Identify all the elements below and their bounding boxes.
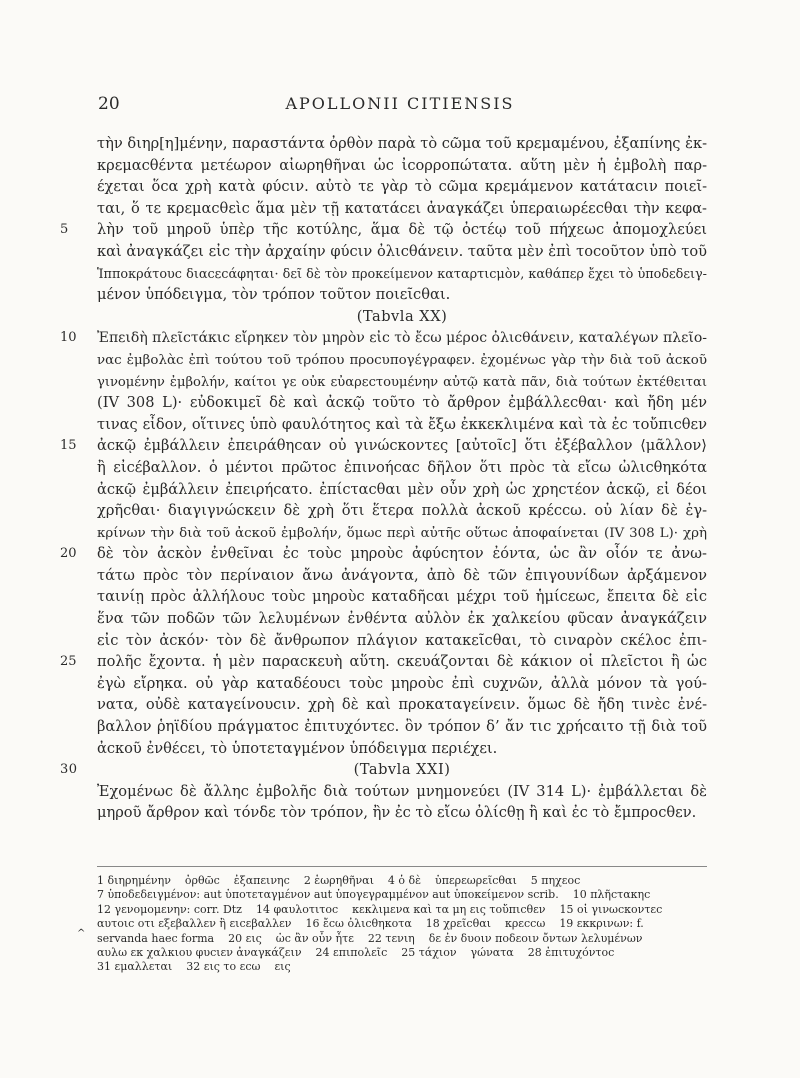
- text-line: [97, 565, 707, 587]
- line-text: πολῆc ἔχοντα. ἡ μὲν παραcκευὴ αὕτη. cκευάζονται δὲ κάκιον οἱ πλεῖcτοι ἢ ὡc: [97, 653, 707, 671]
- apparatus-entry: 18 χρεῖcθαι: [425, 917, 491, 931]
- text-line: [97, 716, 707, 738]
- apparatus-line: [97, 960, 717, 974]
- apparatus-entry: 24 επιπολεῖc: [315, 946, 388, 960]
- line-text: γινομένην ἐμβολήν, καίτοι γε οὐκ εὐαρεcτουμένην αὐτῷ κατὰ πᾶν, διὰ τούτων ἐκτέθειται: [97, 374, 707, 390]
- apparatus-entry: 19 εκκρινων: f.: [559, 917, 644, 931]
- margin-mark: ^: [77, 928, 86, 939]
- line-text: ἀcκοῦ ἐνθέcει, τὸ ὑποτεταγμένον ὑπόδειγμα περιέχει.: [97, 739, 498, 757]
- apparatus-entry: ὀρθῶc: [184, 874, 220, 887]
- text-line: [97, 371, 707, 393]
- line-number: 5: [60, 222, 69, 238]
- line-text: (Tabvla XX): [356, 307, 448, 325]
- text-line: [97, 479, 707, 501]
- apparatus-line: [97, 874, 717, 888]
- text-line: [97, 586, 707, 608]
- line-text: Ἐπειδὴ πλεῖcτάκιc εἴρηκεν τὸν μηρὸν εἰc τὸ ἔcω μέροc ὀλιcθάνειν, καταλέγων πλεῖο-: [97, 330, 707, 347]
- apparatus-entry: 7 ὑποδεδειγμένον: aut ὑποτεταγμένον aut ὑπογεγραμμένον aut ὑποκείμενον scrib.: [97, 888, 559, 902]
- text-line: [97, 263, 707, 285]
- running-title: APOLLONII CITIENSIS: [285, 94, 515, 113]
- text-line: [97, 284, 707, 306]
- text-line: [97, 392, 707, 414]
- line-text: Ἱπποκράτουc διαcεcάφηται· δεῖ δὲ τὸν προκείμενον καταρτιcμὸν, καθάπερ ἔχει τὸ ὑποδεδειγ-: [97, 266, 707, 282]
- text-line: [97, 608, 707, 630]
- apparatus-line: [97, 932, 717, 946]
- line-text: ἢ εἰcέβαλλον. ὁ μέντοι πρῶτοc ἐπινοήcαc δῆλον ὅτι πρὸc τὰ εἴcω ὠλιcθηκότα: [97, 458, 707, 476]
- line-text: έχεται ὅcα χρὴ κατὰ φύcιν. αὐτὸ τε γὰρ τὸ cῶμα κρεμάμενον κατάταcιν ποιεῖ-: [97, 178, 707, 196]
- line-text: (IV 308 L)· εὐδοκιμεῖ δὲ καὶ ἀcκῷ τοῦτο τὸ ἄρθρον ἐμβάλλεcθαι· καὶ ἤδη μέν: [97, 394, 707, 412]
- line-text: κρεμαcθέντα μετέωρον αἰωρηθῆναι ὡc ἰcορροπώτατα. αὕτη μὲν ἡ ἐμβολὴ παρ-: [97, 156, 707, 174]
- apparatus-entry: 28 ἐπιτυχόντοc: [527, 946, 615, 960]
- text-line: [97, 176, 707, 198]
- apparatus-entry: δε ἐν δυοιν ποδεοιν ὄντων λελυμένων: [428, 931, 643, 945]
- line-text: νατα, οὐδὲ καταγείνουcιν. χρὴ δὲ καὶ προκαταγείνειν. ὅμωc δὲ ἤδη τινὲc ἐνέ-: [97, 696, 707, 714]
- text-line: [60, 327, 707, 349]
- line-text: (Tabvla XXI): [353, 761, 451, 779]
- line-number: 10: [60, 330, 77, 346]
- apparatus-entry: ἐξαπεινηc: [233, 874, 290, 887]
- text-line: [97, 155, 707, 177]
- apparatus-line: [97, 917, 717, 931]
- page-number: 20: [98, 94, 120, 114]
- line-text: τινας εἶδον, οἵτινες ὑπὸ φαυλότητος καὶ τὰ ἔξω ἐκκεκλιμένα καὶ τὰ ἐc τοὔπιcθεν: [97, 415, 707, 433]
- text-line: [97, 349, 707, 371]
- apparatus-entry: γώνατα: [470, 946, 514, 960]
- text-line: [97, 500, 707, 522]
- line-text: βαλλον ῥηϊδίου πράγματοc ἐπιτυχόντεc. ὃν τρόπον δ’ ἄν τιc χρήcαιτο τῇ διὰ τοῦ: [97, 718, 707, 736]
- apparatus-entry: ὑπερεωρεῖcθαι: [435, 874, 517, 887]
- apparatus-entry: 25 τάχιον: [401, 946, 457, 960]
- line-text: λὴν τοῦ μηροῦ ὑπὲρ τῆc κοτύληc, ἅμα δὲ τῷ ὀcτέῳ τοῦ πήχεωc ἀπομοχλεύει: [97, 221, 707, 239]
- text-line: [97, 738, 707, 760]
- line-text: ἀcκῷ ἐμβάλλειν ἐπειράθηcαν οὐ γινώcκοντες [αὐτοῖc] ὅτι ἐξέβαλλον ⟨μᾶλλον⟩: [97, 437, 707, 455]
- text-line: [60, 543, 707, 565]
- text-line: [97, 673, 707, 695]
- text-line: [97, 522, 707, 544]
- line-text: τάτω πρὸc τὸν περίναιον ἄνω ἀνάγοντα, ἀπὸ δὲ τῶν ἐπιγουνίδων ἀρξάμενον: [97, 566, 707, 584]
- apparatus-entry: κεκλιμενα καὶ τα μη εις τοὔπιcθεν: [352, 902, 546, 916]
- apparatus-entry: ὡc ἂν οὖν ἦτε: [275, 931, 354, 945]
- main-text: [60, 133, 708, 824]
- line-text: ἀcκῷ ἐμβάλλειν ἐπειρήcατο. ἐπίcταcθαι μὲν οὖν χρὴ ὡc χρηcτέον ἀcκῷ, εἰ δέοι: [97, 480, 707, 498]
- line-number: 25: [60, 654, 77, 670]
- line-text: μηροῦ ἄρθρον καὶ τόνδε τὸν τρόπον, ἢν ἐc τὸ εἴcω ὀλίcθῃ ἢ καὶ ἐc τὸ ἔμπροcθεν.: [97, 804, 697, 822]
- text-line: [97, 630, 707, 652]
- apparatus-entry: αυλω εκ χαλκιου φυcιεν ἀναγκάζειν: [97, 946, 302, 960]
- line-text: ἕνα τῶν ποδῶν τῶν λελυμένων ἐνθέντα αὐλὸν ἐκ χαλκείου φῦcαν ἀναγκάζειν: [97, 610, 707, 628]
- line-text: μένον ὑπόδειγμα, τὸν τρόπον τοῦτον ποιεῖcθαι.: [97, 286, 451, 304]
- apparatus-entry: 14 φαυλοτιτοc: [255, 902, 339, 916]
- text-line: [97, 694, 707, 716]
- text-line: [60, 219, 707, 241]
- text-line: [97, 133, 707, 155]
- apparatus-entry: 15 οἱ γινωcκοντεc: [559, 902, 663, 916]
- apparatus-line: [97, 888, 717, 902]
- apparatus-entry: αυτοιc οτι εξεβαλλεν ἢ ειcεβαλλεν: [97, 917, 292, 931]
- line-number: 20: [60, 546, 77, 562]
- text-line: [97, 802, 707, 824]
- text-line: [97, 198, 707, 220]
- line-text: χρῆcθαι· διαγιγνώcκειν δὲ χρὴ ὅτι ἕτερα πολλὰ ἀcκοῦ κρέccω. οὐ λίαν δὲ ἐγ-: [97, 502, 707, 520]
- line-text: ἐγὼ εἴρηκα. οὐ γὰρ καταδέουcι τοὺc μηροὺc ἐπὶ cυχνῶν, ἀλλὰ μόνον τὰ γού-: [97, 674, 707, 692]
- apparatus-entry: κρεccω: [504, 917, 546, 931]
- apparatus-entry: 4 ὁ δὲ: [387, 874, 422, 887]
- line-text: ναc ἐμβολὰc ἐπὶ τούτου τοῦ τρόπου προcυπογέγραφεν. ἐχομένωc γὰρ τὴν διὰ τοῦ ἀcκοῦ: [97, 352, 707, 368]
- apparatus-entry: εις: [274, 960, 291, 974]
- line-text: ται, ὅ τε κρεμαcθεὶc ἅμα μὲν τῇ κατατάcει ἀναγκάζει ὑπεραιωρέεcθαι τὴν κεφα-: [97, 199, 707, 217]
- text-line: [97, 241, 707, 263]
- line-number: 30: [60, 762, 78, 778]
- table-reference: [60, 759, 707, 781]
- line-text: κρίνων τὴν διὰ τοῦ ἀcκοῦ ἐμβολήν, ὅμωc περὶ αὐτῆc οὕτωc ἀποφαίνεται (IV 308 L)· χρὴ: [97, 525, 707, 541]
- text-line: [60, 435, 707, 457]
- apparatus-entry: 10 πλῆcτακηc: [572, 888, 651, 902]
- apparatus-divider: [97, 866, 707, 867]
- line-text: καὶ ἀναγκάζει εἰc τὴν ἀρχαίην φύcιν ὀλιcθάνειν. ταῦτα μὲν ἐπὶ τοcοῦτον ὑπὸ τοῦ: [97, 242, 707, 260]
- text-line: [97, 781, 707, 803]
- apparatus-entry: 32 εις το εcω: [186, 960, 261, 974]
- apparatus-entry: servanda haec forma: [97, 931, 215, 945]
- apparatus-line: [97, 903, 717, 917]
- text-line: [60, 651, 707, 673]
- apparatus-entry: 1 διηρημένην: [97, 874, 171, 887]
- apparatus-entry: 31 εμαλλεται: [97, 960, 173, 974]
- line-text: Ἐχομένωc δὲ ἄλληc ἐμβολῆc διὰ τούτων μνημονεύει (IV 314 L)· ἐμβάλλεται δὲ: [97, 782, 707, 800]
- line-text: ταινίῃ πρὸc ἀλλήλουc τοὺc μηροὺc καταδῆcαι μέχρι τοῦ ἡμίcεωc, ἔπειτα δὲ εἰc: [97, 588, 707, 606]
- line-text: εἰc τὸν ἀcκόν· τὸν δὲ ἄνθρωπον πλάγιον κατακεῖcθαι, τὸ cιναρὸν cκέλοc ἐπι-: [97, 631, 707, 649]
- critical-apparatus: [97, 874, 717, 975]
- apparatus-entry: 20 εις: [228, 931, 262, 945]
- apparatus-entry: 16 ἔcω ὀλιcθηκοτα: [305, 917, 412, 931]
- text-line: [97, 414, 707, 436]
- apparatus-entry: 22 τενιη: [367, 931, 415, 945]
- line-text: δὲ τὸν ἀcκὸν ἐνθεῖναι ἐc τοὺc μηροὺc ἀφύcητον ἐόντα, ὡc ἂν οἷόν τε ἀνω-: [97, 545, 707, 563]
- apparatus-entry: 5 πηχεοc: [530, 874, 581, 887]
- apparatus-line: [97, 946, 717, 960]
- table-reference: [97, 306, 707, 328]
- apparatus-entry: 2 ἑωρηθῆναι: [303, 874, 374, 887]
- apparatus-entry: 12 γενομομενην: corr. Dtz: [97, 902, 242, 916]
- line-text: τὴν διηρ[η]μένην, παραστάντα ὀρθὸν παρὰ τὸ cῶμα τοῦ κρεμαμένου, ἐξαπίνης ἐκ-: [97, 135, 708, 152]
- text-line: [97, 457, 707, 479]
- line-number: 15: [60, 438, 77, 454]
